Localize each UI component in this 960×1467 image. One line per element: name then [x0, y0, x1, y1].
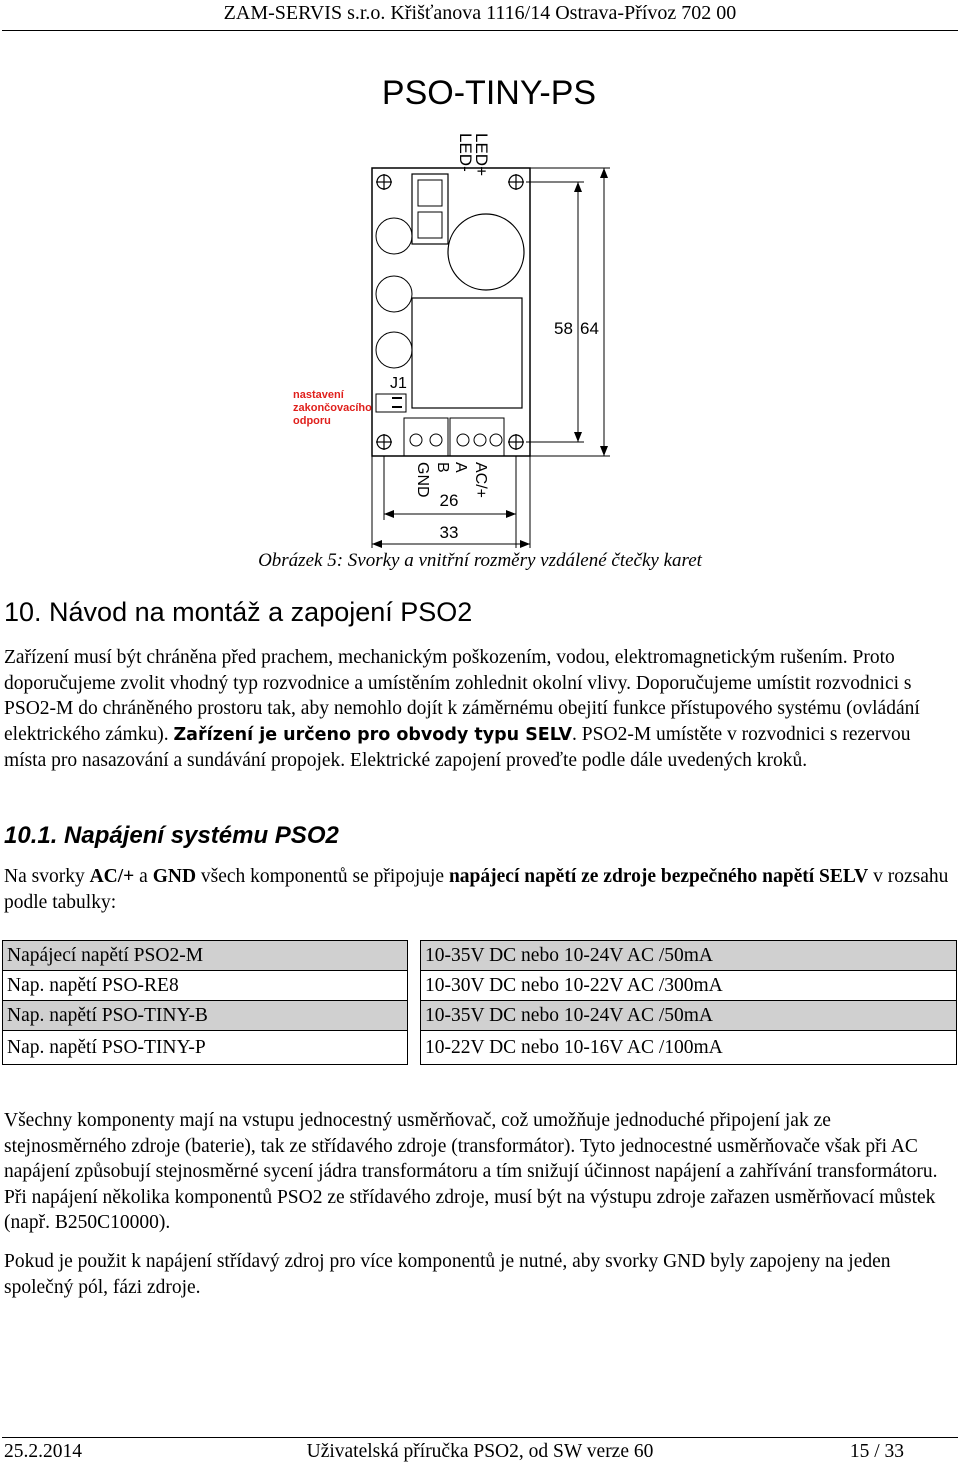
footer-page-number: 15 / 33 — [849, 1441, 904, 1462]
intro-acplus: AC/+ — [89, 866, 135, 887]
term-acplus-label: AC/+ — [472, 462, 489, 499]
dim-26: 26 — [439, 491, 459, 510]
dim-33: 33 — [439, 523, 459, 542]
section-10-heading: 10. Návod na montáž a zapojení PSO2 — [4, 597, 473, 627]
figure-caption: Obrázek 5: Svorky a vnitřní rozměry vzdálené čtečky karet — [258, 550, 702, 571]
intro-text-b: a — [134, 866, 153, 887]
intro-selv: napájecí napětí ze zdroje bezpečného napětí SELV — [448, 866, 869, 887]
table-cell-value: 10-22V DC nebo 10-16V AC /100mA — [421, 1031, 957, 1065]
pso-tiny-ps-diagram — [270, 60, 670, 550]
table-row — [3, 1031, 957, 1065]
led-minus-label: LED- — [456, 133, 475, 172]
section-10-text-end: . PSO2-M umístěte v rozvodnici s rezervou místa pro nasazování a sundávání propojek. Elektrické zapojení proveďte podle dále uvedených kroků. — [4, 723, 911, 771]
section-10-paragraph — [4, 645, 954, 774]
footer-date: 25.2.2014 — [4, 1441, 82, 1462]
gnd-paragraph: Pokud je použit k napájení střídavý zdroj pro více komponentů je nutné, aby svorky GND byly zapojeny na jeden společný pól, fázi zdroje. — [4, 1251, 891, 1298]
term-a-label: A — [452, 462, 469, 473]
term-gnd-label: GND — [414, 462, 431, 498]
j1-jumper — [376, 394, 406, 412]
table-cell-value: 10-30V DC nebo 10-22V AC /300mA — [421, 971, 957, 1001]
table-cell-label: Nap. napětí PSO-TINY-B — [3, 1001, 408, 1031]
led-plus-label: LED+ — [472, 133, 491, 176]
rectifier-paragraph: Všechny komponenty mají na vstupu jednocestný usměrňovač, což umožňuje jednoduché připojení jak ze stejnosměrného zdroje (baterie), tak ze střídavého zdroje (transformátor). Tyto jednocestné usměrňovače však při AC napájení způsobují stejnosměrné sycení jádra transformátoru a tím snižují účinnost napájení a zahřívání transformátoru. Při napájení několika komponentů PSO2 ze střídavého zdroje, musí být na výstupu zdroje zařazen usměrňovací můstek (např. B250C10000). — [4, 1110, 938, 1233]
footer-divider — [2, 1437, 958, 1438]
table-cell-value: 10-35V DC nebo 10-24V AC /50mA — [421, 1001, 957, 1031]
note-line-2: zakončovacího — [293, 402, 372, 414]
table-cell-label: Nap. napětí PSO-RE8 — [3, 971, 408, 1001]
buzzer — [448, 214, 524, 290]
intro-text-c: všech komponentů se připojuje — [196, 866, 449, 887]
term-b-label: B — [434, 462, 451, 473]
page-header: ZAM-SERVIS s.r.o. Křišťanova 1116/14 Ostrava-Přívoz 702 00 — [223, 2, 737, 24]
diagram-title: PSO-TINY-PS — [381, 74, 597, 112]
table-cell-label: Nap. napětí PSO-TINY-P — [3, 1031, 408, 1065]
section-10-text: Zařízení musí být chráněna před prachem, mechanickým poškozením, vodou, elektromagnetickým rušením. Proto doporučujeme zvolit vhodný typ rozvodnice a umístěním zohlednit okolní vlivy. Doporučujeme umístit rozvodnici s PSO2-M do chráněného prostoru tak, aby nemohlo dojít k záměrnému obejití funkce přístupového systému (ovládání elektrického zámku). — [4, 647, 920, 745]
section-10-1-heading: 10.1. Napájení systému PSO2 — [4, 822, 339, 849]
table-row — [3, 1001, 957, 1031]
led-connector — [412, 174, 448, 244]
dim-58: 58 — [554, 319, 573, 338]
table-row — [3, 941, 957, 971]
intro-gnd: GND — [152, 866, 197, 887]
intro-text-d: v rozsahu podle tabulky: — [4, 866, 949, 913]
note-line-3: odporu — [293, 415, 331, 427]
dim-64: 64 — [580, 319, 599, 338]
note-line-1: nastavení — [293, 389, 344, 401]
supply-voltage-table — [2, 940, 957, 1065]
j1-label: J1 — [390, 375, 407, 392]
table-cell-value: 10-35V DC nebo 10-24V AC /50mA — [421, 941, 957, 971]
intro-text-a: Na svorky — [4, 866, 90, 887]
table-cell-label: Napájecí napětí PSO2-M — [3, 941, 408, 971]
section-10-1-intro — [4, 864, 954, 915]
header-divider — [2, 30, 958, 31]
selv-notice: Zařízení je určeno pro obvody typu SELV — [173, 724, 573, 745]
footer-title: Uživatelská příručka PSO2, od SW verze 60 — [306, 1441, 654, 1462]
module-block — [412, 298, 522, 408]
table-row — [3, 971, 957, 1001]
